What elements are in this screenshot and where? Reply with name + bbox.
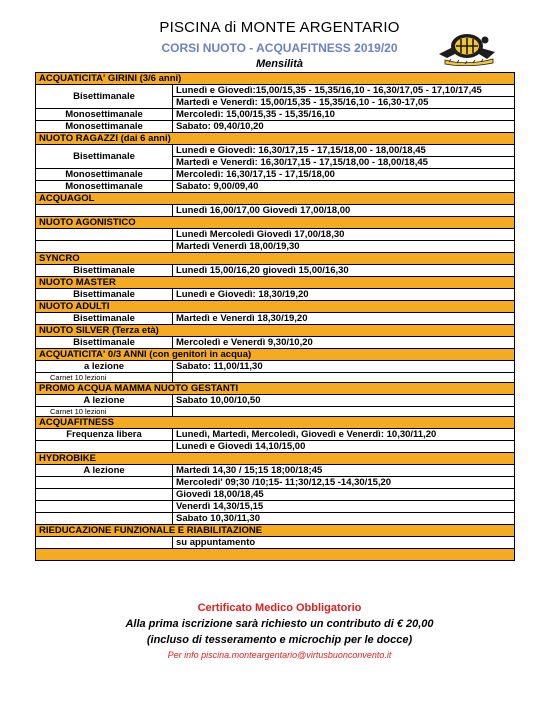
- section-acquaticita-0-3: ACQUATICITA' 0/3 ANNI (con genitori in acqua): [36, 349, 515, 361]
- schedule-time: Mercoledì: 16,30/17,15 - 17,15/18,00: [173, 169, 515, 181]
- table-row: [36, 361, 515, 373]
- table-row: [36, 477, 515, 489]
- table-row: [36, 373, 515, 383]
- section-header-row: [36, 277, 515, 289]
- schedule-time: Lunedì 16,00/17,00 Giovedì 17,00/18,00: [173, 205, 515, 217]
- table-row: [36, 395, 515, 407]
- schedule-time: Martedì e Venerdì: 15,00/15,35 - 15,35/16,10 - 16,30-17,05: [173, 97, 515, 109]
- schedule-time: Martedì e Venerdì: 16,30/17,15 - 17,15/18,00 - 18,00/18,45: [173, 157, 515, 169]
- section-acquaticita-girini: ACQUATICITA' GIRINI (3/6 anni): [36, 73, 515, 85]
- section-header-row: [36, 453, 515, 465]
- schedule-time: Venerdì 14,30/15,15: [173, 501, 515, 513]
- frequency-label: a lezione: [36, 361, 173, 373]
- page-subtitle: CORSI NUOTO - ACQUAFITNESS 2019/20: [161, 41, 398, 55]
- section-rieducazione: RIEDUCAZIONE FUNZIONALE E RIABILITAZIONE: [36, 525, 515, 537]
- section-header-row: [36, 417, 515, 429]
- frequency-label: Bisettimanale: [36, 337, 173, 349]
- section-header-row: [36, 349, 515, 361]
- schedule-time: Sabato: 9,00/09,40: [173, 181, 515, 193]
- schedule-time: Lunedì e Giovedì:15,00/15,35 - 15,35/16,10 - 16,30/17,05 - 17,10/17,45: [173, 85, 515, 97]
- section-header-row: [36, 193, 515, 205]
- schedule-table: [35, 72, 514, 561]
- schedule-time: Mercoledì e Venerdì 9,30/10,20: [173, 337, 515, 349]
- frequency-label: [36, 513, 173, 525]
- section-footer-bar: [36, 549, 515, 561]
- table-row: [36, 407, 515, 417]
- schedule-time: Martedì Venerdì 18,00/19,30: [173, 241, 515, 253]
- table-row: [36, 489, 515, 501]
- schedule-time: Martedì 14,30 / 15;15 18;00/18;45: [173, 465, 515, 477]
- frequency-label: Monosettimanale: [36, 121, 173, 133]
- frequency-label: [36, 205, 173, 217]
- schedule-time: Sabato 10,00/10,50: [173, 395, 515, 407]
- frequency-label: [36, 477, 173, 489]
- table-row: [36, 181, 515, 193]
- table-row: [36, 169, 515, 181]
- table-row: [36, 241, 515, 253]
- table-row: [36, 513, 515, 525]
- schedule-time: Sabato: 09,40/10,20: [173, 121, 515, 133]
- table-row: [36, 145, 515, 157]
- page-header: [0, 0, 559, 72]
- schedule-time: Lunedì e Giovedì: 18,30/19,20: [173, 289, 515, 301]
- table-row: [36, 429, 515, 441]
- page-title: PISCINA di MONTE ARGENTARIO: [159, 19, 400, 36]
- table-row: [36, 289, 515, 301]
- schedule-time: Martedì e Venerdì 18,30/19,20: [173, 313, 515, 325]
- section-nuoto-adulti: NUOTO ADULTI: [36, 301, 515, 313]
- schedule-time: su appuntamento: [173, 537, 515, 549]
- table-row: [36, 441, 515, 453]
- section-nuoto-ragazzi: NUOTO RAGAZZI (dai 6 anni): [36, 133, 515, 145]
- section-nuoto-agonistico: NUOTO AGONISTICO: [36, 217, 515, 229]
- frequency-label: Monosettimanale: [36, 109, 173, 121]
- table-row: [36, 537, 515, 549]
- frequency-label: [36, 441, 173, 453]
- section-header-row: [36, 217, 515, 229]
- schedule-time: Lunedì, Martedì, Mercoledì, Giovedì e Venerdì: 10,30/11,20: [173, 429, 515, 441]
- empty-cell: [173, 373, 515, 383]
- table-row: [36, 265, 515, 277]
- frequency-label: Monosettimanale: [36, 181, 173, 193]
- section-header-row: [36, 253, 515, 265]
- period-label: Mensilità: [255, 58, 304, 70]
- schedule-time: Sabato 10,30/11,30: [173, 513, 515, 525]
- table-row: [36, 85, 515, 97]
- section-acquafitness: ACQUAFITNESS: [36, 417, 515, 429]
- section-header-row: [36, 133, 515, 145]
- table-row: [36, 465, 515, 477]
- medical-certificate-notice: Certificato Medico Obbligatorio: [197, 602, 362, 614]
- table-row: [36, 549, 515, 561]
- carnet-note: Carnet 10 lezioni: [36, 373, 173, 383]
- section-syncro: SYNCRO: [36, 253, 515, 265]
- section-header-row: [36, 525, 515, 537]
- frequency-label: [36, 489, 173, 501]
- section-hydrobike: HYDROBIKE: [36, 453, 515, 465]
- table-row: [36, 121, 515, 133]
- contact-info: Per info piscina.monteargentario@virtusbuonconvento.it: [167, 650, 392, 660]
- section-nuoto-master: NUOTO MASTER: [36, 277, 515, 289]
- section-header-row: [36, 383, 515, 395]
- schedule-time: Lunedì e Giovedì 14,10/15,00: [173, 441, 515, 453]
- table-row: [36, 501, 515, 513]
- frequency-label: Bisettimanale: [36, 145, 173, 169]
- schedule-time: Lunedì 15,00/16,20 giovedì 15,00/16,30: [173, 265, 515, 277]
- frequency-label: Bisettimanale: [36, 265, 173, 277]
- frequency-label: [36, 241, 173, 253]
- table-row: [36, 229, 515, 241]
- frequency-label: Frequenza libera: [36, 429, 173, 441]
- section-nuoto-silver: NUOTO SILVER (Terza età): [36, 325, 515, 337]
- registration-fee-notice: Alla prima iscrizione sarà richiesto un contributo di € 20,00: [125, 618, 434, 630]
- frequency-label: Bisettimanale: [36, 85, 173, 109]
- carnet-note: Carnet 10 lezioni: [36, 407, 173, 417]
- empty-cell: [173, 407, 515, 417]
- section-header-row: [36, 301, 515, 313]
- schedule-time: Lunedì e Giovedì: 16,30/17,15 - 17,15/18,00 - 18,00/18,45: [173, 145, 515, 157]
- section-header-row: [36, 73, 515, 85]
- footer-notes: [0, 602, 559, 660]
- frequency-label: Bisettimanale: [36, 313, 173, 325]
- frequency-label: [36, 537, 173, 549]
- frequency-label: Monosettimanale: [36, 169, 173, 181]
- section-acquagol: ACQUAGOL: [36, 193, 515, 205]
- section-promo-gestanti: PROMO ACQUA MAMMA NUOTO GESTANTI: [36, 383, 515, 395]
- frequency-label: [36, 501, 173, 513]
- schedule-time: Lunedì Mercoledì Giovedì 17,00/18,30: [173, 229, 515, 241]
- schedule-time: Giovedì 18,00/18,45: [173, 489, 515, 501]
- frequency-label: Bisettimanale: [36, 289, 173, 301]
- table-row: [36, 313, 515, 325]
- frequency-label: [36, 229, 173, 241]
- section-header-row: [36, 325, 515, 337]
- table-row: [36, 109, 515, 121]
- frequency-label: A lezione: [36, 395, 173, 407]
- schedule-time: Sabato: 11,00/11,30: [173, 361, 515, 373]
- table-row: [36, 337, 515, 349]
- fee-details-notice: (incluso di tesseramento e microchip per le docce): [146, 634, 413, 646]
- table-row: [36, 205, 515, 217]
- frequency-label: A lezione: [36, 465, 173, 477]
- turtle-logo-icon: [437, 32, 499, 66]
- schedule-time: Mercoledi' 09;30 /10;15- 11;30/12,15 -14,30/15,20: [173, 477, 515, 489]
- schedule-time: Mercoledì: 15,00/15,35 - 15,35/16,10: [173, 109, 515, 121]
